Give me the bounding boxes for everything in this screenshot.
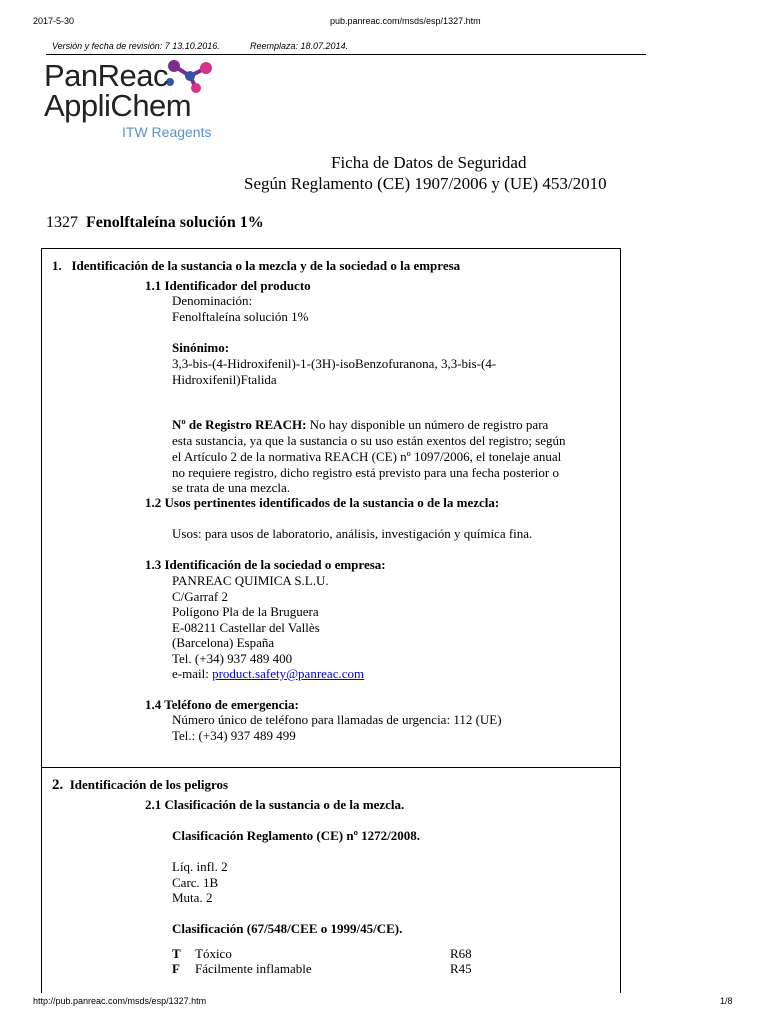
product-code: 1327: [46, 214, 78, 231]
emergency-line-1: Número único de teléfono para llamadas de urgencia: 112 (UE): [172, 712, 502, 727]
classification-3: Muta. 2: [172, 890, 213, 905]
subsection-1-2-title: 1.2 Usos pertinentes identificados de la sustancia o de la mezcla:: [145, 495, 500, 510]
hazard-name: Tóxico: [195, 946, 232, 961]
section-1-title: Identificación de la sustancia o la mezcla y de la sociedad o la empresa: [71, 258, 461, 273]
email-label: e-mail:: [172, 666, 213, 681]
classification-reg-title: Clasificación Reglamento (CE) nº 1272/2008.: [172, 828, 421, 843]
print-date: 2017-5-30: [33, 16, 75, 26]
classification-2: Carc. 1B: [172, 875, 219, 890]
page-number: 1/8: [720, 996, 733, 1006]
company-tel: Tel. (+34) 937 489 400: [172, 651, 293, 666]
classification-1: Líq. infl. 2: [172, 859, 228, 874]
company-area: Polígono Pla de la Bruguera: [172, 604, 319, 619]
hazard-r-phrase: R45: [450, 961, 472, 976]
company-city: E-08211 Castellar del Vallès: [172, 620, 320, 635]
hazard-symbol: T: [172, 946, 181, 961]
company-name: PANREAC QUIMICA S.L.U.: [172, 573, 329, 588]
logo-line-applichem: AppliChem: [44, 88, 192, 123]
denomination-label: Denominación:: [172, 293, 253, 308]
reach-label: Nº de Registro REACH:: [172, 417, 307, 432]
denomination-value: Fenolftaleína solución 1%: [172, 309, 309, 324]
revision-version: Versión y fecha de revisión: 7 13.10.2016.: [52, 41, 220, 51]
synonym-line-1: 3,3-bis-(4-Hidroxifenil)-1-(3H)-isoBenzofuranona, 3,3-bis-(4-: [172, 356, 497, 371]
print-url-header[interactable]: pub.panreac.com/msds/esp/1327.htm: [330, 16, 481, 26]
reach-line-5: se trata de una mezcla.: [172, 480, 291, 495]
section-2-heading: [52, 777, 228, 794]
subsection-1-4-title: 1.4 Teléfono de emergencia:: [145, 697, 299, 712]
doc-regulation: Según Reglamento (CE) 1907/2006 y (UE) 453/2010: [244, 174, 607, 193]
subsection-1-1-title: 1.1 Identificador del producto: [145, 278, 311, 293]
company-email-line: [172, 666, 364, 682]
hazard-r-phrase: R68: [450, 946, 472, 961]
section-1-heading: [52, 258, 460, 274]
emergency-line-2: Tel.: (+34) 937 489 499: [172, 728, 296, 743]
reach-line-4: no requiere registro, dicho registro está previsto para una fecha posterior o: [172, 465, 559, 480]
hazard-name: Fácilmente inflamable: [195, 961, 312, 976]
reach-line-3: el Artículo 2 de la normativa REACH (CE) nº 1097/2006, el tonelaje anual: [172, 449, 562, 464]
hazard-symbol: F: [172, 961, 180, 976]
subsection-1-3-title: 1.3 Identificación de la sociedad o empresa:: [145, 557, 386, 572]
synonym-label: Sinónimo:: [172, 340, 230, 355]
product-heading: [46, 214, 264, 232]
product-name: Fenolftaleína solución 1%: [86, 214, 264, 231]
reach-line-2: esta sustancia, ya que la sustancia o su uso están exentos del registro; según: [172, 433, 566, 448]
company-logo: [44, 56, 224, 146]
doc-title: Ficha de Datos de Seguridad: [331, 153, 527, 172]
logo-line-panreac: PanReac: [44, 58, 169, 93]
section-2-title: Identificación de los peligros: [69, 777, 229, 792]
reach-text-1: No hay disponible un número de registro para: [306, 417, 549, 432]
print-url-footer[interactable]: http://pub.panreac.com/msds/esp/1327.htm: [33, 996, 207, 1006]
section-1-number: 1.: [52, 258, 62, 273]
classification-old-title: Clasificación (67/548/CEE o 1999/45/CE).: [172, 921, 403, 936]
reach-line-1: [172, 417, 548, 433]
company-street: C/Garraf 2: [172, 589, 228, 604]
synonym-line-2: Hidroxifenil)Ftalida: [172, 372, 277, 387]
logo-line-itw: ITW Reagents: [122, 124, 212, 140]
revision-replaces: Reemplaza: 18.07.2014.: [250, 41, 349, 51]
section-2-number: 2.: [52, 777, 64, 793]
email-link[interactable]: product.safety@panreac.com: [212, 666, 365, 681]
company-region: (Barcelona) España: [172, 635, 275, 650]
subsection-2-1-title: 2.1 Clasificación de la sustancia o de la mezcla.: [145, 797, 405, 812]
uses-text: Usos: para usos de laboratorio, análisis, investigación y química fina.: [172, 526, 533, 541]
header-rule: [46, 54, 646, 55]
